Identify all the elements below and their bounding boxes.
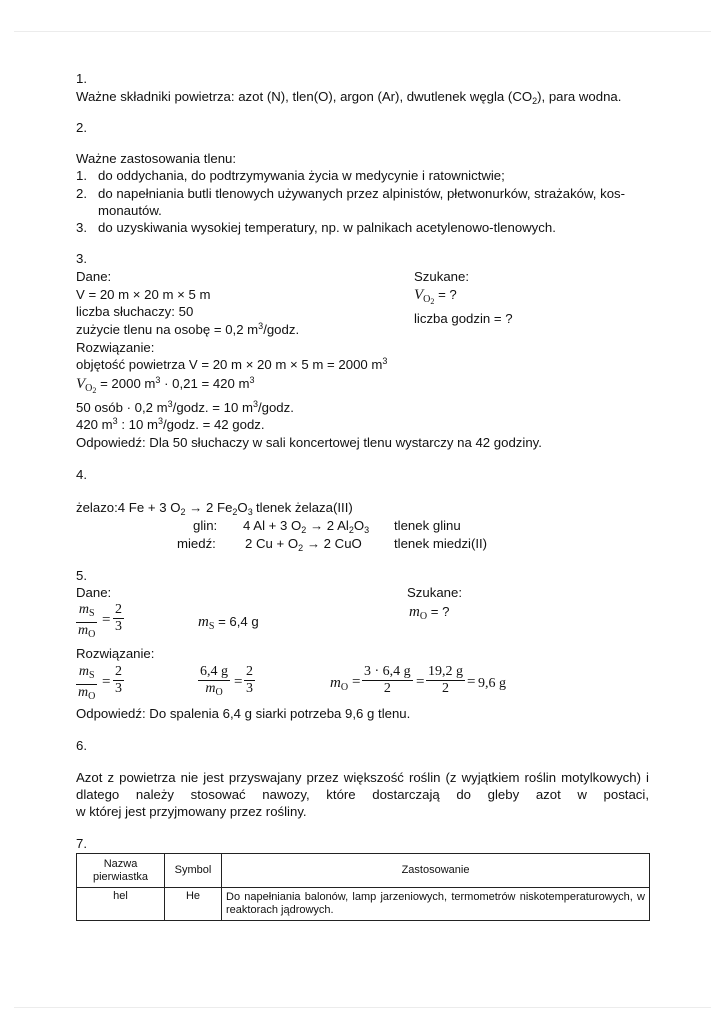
list-item-text: do napełniania butli tlenowych używanych przez alpinistów, płetwonurków, strażaków, kos- [98, 186, 626, 201]
reaction-iron: żelazo:4 Fe + 3 $O_2 \to 2$ $Fe_2O_3$ [76, 500, 253, 517]
sulfur-mass-given: $m_S = 6,4$ g [198, 614, 259, 632]
ratio-2-3: $\frac{2}{3}$ [115, 602, 122, 634]
oxide-aluminium: tlenek glinu [394, 518, 461, 533]
section-6-paragraph [76, 769, 649, 820]
section-6-number: 6. [76, 738, 87, 753]
section-4-number: 4. [76, 467, 87, 482]
cell-usage: Do napełniania balonów, lamp jarzeniowych, termometrów niskotemperaturowych, w reaktorach jądrowych. [222, 888, 650, 921]
equals-sign: = [467, 674, 476, 690]
table-header-row [77, 854, 650, 888]
hours-calc: 420 $m^3$ : 10 $m^3$/godz. = 42 godz. [76, 416, 265, 432]
air-volume-calc: objętość powietrza V = 20 m × 20 m × 5 m = 2000 $m^3$ [76, 356, 388, 372]
list-item-text: do oddychania, do podtrzymywania życia w medycynie i ratownictwie; [98, 168, 505, 183]
page-bottom-rule [14, 1007, 711, 1008]
section-2-heading: Ważne zastosowania tlenu: [76, 151, 237, 166]
vo2-sought: $V_{O2}$ = ? [414, 287, 457, 306]
paragraph-line: Azot z powietrza nie jest przyswajany przez większość roślin (z wyjątkiem roślin motylkowych) i [76, 770, 649, 785]
cell-element-name: hel [77, 888, 165, 921]
reaction-aluminium-label: glin: [193, 518, 218, 533]
hours-sought: liczba godzin = ? [414, 311, 513, 326]
oxygen-mass-sought: $m_O$ = ? [409, 604, 450, 622]
answer-3: Odpowiedź: Dla 50 słuchaczy w sali koncertowej tlenu wystarczy na 42 godziny. [76, 435, 542, 450]
substituted-fraction: $\frac{6,4 g}{m_O}$ [198, 664, 230, 701]
ratio-fraction-given: $\frac{m_S}{m_O}$ [76, 602, 97, 643]
header-symbol: Symbol [165, 854, 222, 888]
ratio-2-3: $\frac{2}{3}$ [115, 664, 122, 696]
section-3-number: 3. [76, 251, 87, 266]
given-label-5: Dane: [76, 585, 112, 600]
list-item-text: monautów. [98, 203, 162, 218]
equals-sign: = [102, 612, 111, 628]
equals-sign: = [102, 674, 111, 690]
ratio-fraction-solution: $\frac{m_S}{m_O}$ [76, 664, 97, 705]
sought-label-5: Szukane: [407, 585, 462, 600]
volume-given: V = 20 m × 20 m × 5 m [76, 287, 211, 302]
calc-fraction-1: $\frac{3 \cdot 6,4 g}{2}$ [364, 664, 411, 696]
list-item: 3. [76, 220, 87, 235]
table-row [77, 888, 650, 921]
given-label: Dane: [76, 269, 112, 284]
list-item: 2. [76, 186, 87, 201]
section-1-number: 1. [76, 71, 87, 86]
sought-label: Szukane: [414, 269, 469, 284]
page-top-rule [14, 31, 711, 32]
oxygen-usage: zużycie tlenu na osobę = 0,2 $m^3$/godz. [76, 321, 300, 337]
cell-symbol: He [165, 888, 222, 921]
result-mass: 9,6 g [478, 676, 506, 691]
list-item-text: do uzyskiwania wysokiej temperatury, np. w palnikach acetylenowo-tlenowych. [98, 220, 556, 235]
equals-sign: = [234, 674, 243, 690]
persons-calc: 50 osób · 0,2 $m^3$/godz. = 10 $m^3$/godz. [76, 399, 294, 415]
answer-5: Odpowiedź: Do spalenia 6,4 g siarki potrzeba 9,6 g tlenu. [76, 706, 411, 721]
solution-label-5: Rozwiązanie: [76, 646, 155, 661]
oxygen-mass-symbol: $m_O$ [330, 675, 349, 693]
section-5-number: 5. [76, 568, 87, 583]
section-1-text: Ważne składniki powietrza: azot (N), tlen(O), argon (Ar), dwutlenek węgla $(CO_2)$, para wodna. [76, 89, 622, 106]
reaction-copper-label: miedź: [177, 536, 216, 551]
section-7-number: 7. [76, 836, 87, 851]
oxide-copper: tlenek miedzi(II) [394, 536, 488, 551]
paragraph-line: w której jest przyjmowany przez rośliny. [76, 804, 307, 819]
header-element-name: Nazwa pierwiastka [77, 854, 165, 888]
reaction-copper: 2 $Cu + O_2 \to 2$ CuO [245, 536, 362, 553]
header-usage: Zastosowanie [222, 854, 650, 888]
elements-table [76, 853, 650, 921]
vo2-calc: $V_{O2} = 2000$ $m^3 \cdot 0,21 = 420$ $m^3$ [76, 375, 255, 395]
equals-sign: = [352, 674, 361, 690]
list-item: 1. [76, 168, 87, 183]
equals-sign: = [416, 674, 425, 690]
paragraph-line: dlatego należy stosować nawozy, które dostarczają do gleby azot w postaci, [76, 787, 649, 802]
listeners-count: liczba słuchaczy: 50 [76, 304, 194, 319]
reaction-aluminium: 4 Al + 3 $O_2 \to 2$ $Al_2O_3$ [243, 518, 370, 535]
ratio-2-3: $\frac{2}{3}$ [246, 664, 253, 696]
oxide-iron: tlenek żelaza(III) [256, 500, 353, 515]
section-2-number: 2. [76, 120, 87, 135]
solution-label: Rozwiązanie: [76, 340, 155, 355]
calc-fraction-2: $\frac{19,2 g}{2}$ [428, 664, 463, 696]
